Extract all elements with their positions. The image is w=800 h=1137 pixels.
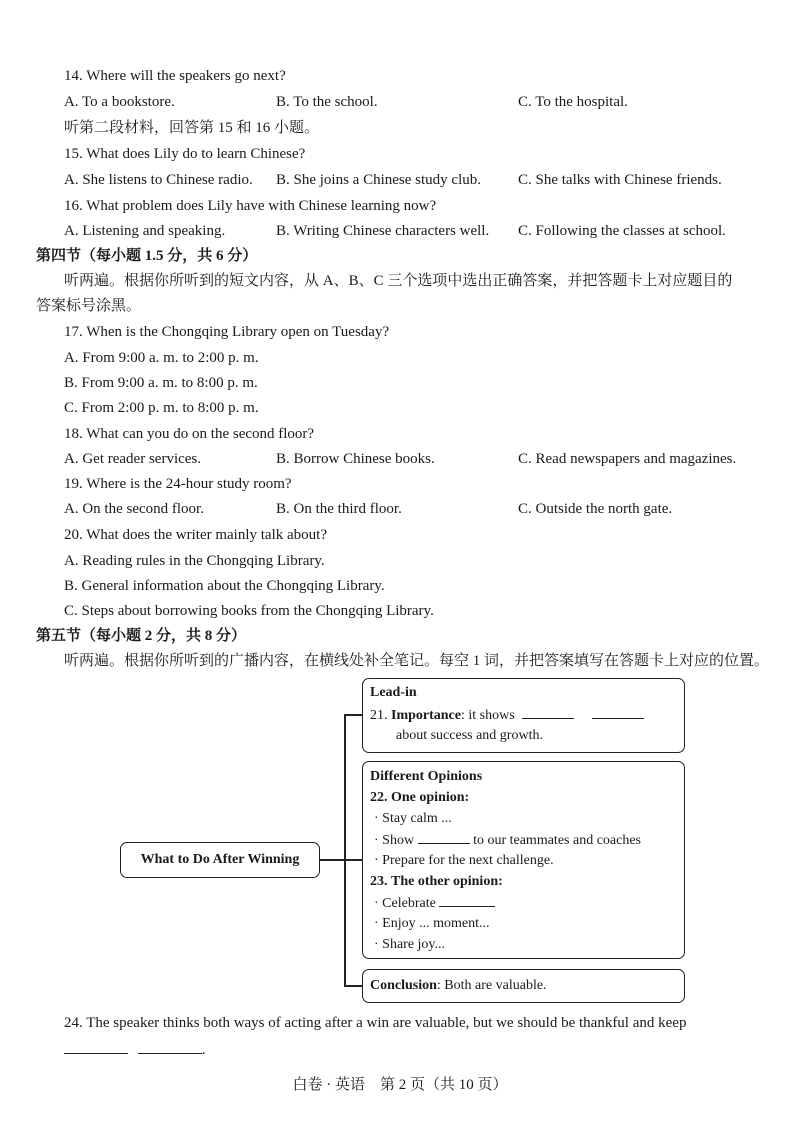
q16-stem: 16. What problem does Lily have with Chinese learning now? <box>64 198 437 214</box>
q16-option-c: C. Following the classes at school. <box>518 223 726 239</box>
page-footer: 白卷 · 英语 第 2 页（共 10 页） <box>292 1077 508 1093</box>
opinions-box <box>362 761 685 959</box>
q24-period: . <box>201 1042 206 1058</box>
celebrate-text: · Celebrate <box>374 896 436 911</box>
opinion-other-item <box>374 894 495 913</box>
q20-option-b: B. General information about the Chongqing Library. <box>64 578 385 594</box>
item-number: 21. <box>370 708 388 723</box>
q14-option-a: A. To a bookstore. <box>64 94 175 110</box>
leadin-item-21-cont: about success and growth. <box>396 728 543 743</box>
opinion-one-item: · Prepare for the next challenge. <box>374 853 554 868</box>
opinion-one-label: One opinion: <box>391 790 470 805</box>
q24-blanks <box>64 1040 206 1060</box>
q17-option-b: B. From 9:00 a. m. to 8:00 p. m. <box>64 375 258 391</box>
q15-stem: 15. What does Lily do to learn Chinese? <box>64 146 306 162</box>
item-number: 23. <box>370 874 388 889</box>
q20-option-c: C. Steps about borrowing books from the Chongqing Library. <box>64 603 434 619</box>
opinions-title: Different Opinions <box>370 769 483 784</box>
q19-stem: 19. Where is the 24-hour study room? <box>64 476 292 492</box>
show-text-cont: to our teammates and coaches <box>473 833 641 848</box>
q16-option-a: A. Listening and speaking. <box>64 223 226 239</box>
conclusion-box <box>362 969 685 1003</box>
q19-option-b: B. On the third floor. <box>276 501 402 517</box>
conclusion-label: Conclusion <box>370 978 437 993</box>
q18-stem: 18. What can you do on the second floor? <box>64 426 315 442</box>
blank-24a <box>64 1041 128 1054</box>
conclusion-text <box>370 977 547 995</box>
importance-label: Importance <box>391 708 461 723</box>
connector-conclusion <box>344 985 362 987</box>
q18-option-a: A. Get reader services. <box>64 451 202 467</box>
q17-option-c: C. From 2:00 p. m. to 8:00 p. m. <box>64 400 259 416</box>
connector-center <box>320 859 345 861</box>
q17-stem: 17. When is the Chongqing Library open on Tuesday? <box>64 324 390 340</box>
q20-option-a: A. Reading rules in the Chongqing Library. <box>64 553 325 569</box>
q24-stem: 24. The speaker thinks both ways of acting after a win are valuable, but we should be thankful and keep <box>64 1015 687 1031</box>
blank-21a <box>522 706 574 719</box>
opinion-other-item: · Enjoy ... moment... <box>374 916 490 931</box>
opinion-other-heading <box>370 873 503 891</box>
q16-option-b: B. Writing Chinese characters well. <box>276 223 490 239</box>
leadin-title: Lead-in <box>370 685 417 700</box>
section4-instruction: 听两遍。根据你所听到的短文内容，从 A、B、C 三个选项中选出正确答案，并把答题卡上对应题目的 <box>64 273 733 289</box>
blank-21b <box>592 706 644 719</box>
section5-instruction: 听两遍。根据你所听到的广播内容，在横线处补全笔记。每空 1 词，并把答案填写在答题卡上对应的位置。 <box>64 653 770 669</box>
q14-option-b: B. To the school. <box>276 94 378 110</box>
connector-spine <box>344 714 346 986</box>
q17-option-a: A. From 9:00 a. m. to 2:00 p. m. <box>64 350 259 366</box>
item-number: 22. <box>370 790 388 805</box>
section4-title: 第四节（每小题 1.5 分，共 6 分） <box>36 248 258 264</box>
q15-option-a: A. She listens to Chinese radio. <box>64 172 253 188</box>
q19-option-a: A. On the second floor. <box>64 501 204 517</box>
section4-instruction-cont: 答案标号涂黑。 <box>36 298 142 314</box>
leadin-box <box>362 678 685 753</box>
connector-opinions <box>344 859 362 861</box>
q14-option-c: C. To the hospital. <box>518 94 628 110</box>
opinion-other-item: · Share joy... <box>374 937 446 952</box>
blank-23 <box>439 894 495 907</box>
leadin-item-21 <box>370 706 644 725</box>
q14-stem: 14. Where will the speakers go next? <box>64 68 286 84</box>
blank-22 <box>418 831 470 844</box>
opinion-one-item <box>374 831 641 850</box>
blank-24b <box>138 1041 202 1054</box>
part2-note: 听第二段材料，回答第 15 和 16 小题。 <box>64 120 320 136</box>
q18-option-b: B. Borrow Chinese books. <box>276 451 435 467</box>
q20-stem: 20. What does the writer mainly talk about? <box>64 527 327 543</box>
q19-option-c: C. Outside the north gate. <box>518 501 673 517</box>
conclusion-body: : Both are valuable. <box>436 978 547 993</box>
show-text: · Show <box>374 833 415 848</box>
opinion-one-item: · Stay calm ... <box>374 811 452 826</box>
importance-text: : it shows <box>461 708 515 723</box>
section5-title: 第五节（每小题 2 分，共 8 分） <box>36 628 247 644</box>
connector-leadin <box>344 714 362 716</box>
diagram-center-node: What to Do After Winning <box>120 842 320 878</box>
q15-option-c: C. She talks with Chinese friends. <box>518 172 722 188</box>
q18-option-c: C. Read newspapers and magazines. <box>518 451 737 467</box>
opinion-one-heading <box>370 789 469 807</box>
q15-option-b: B. She joins a Chinese study club. <box>276 172 481 188</box>
opinion-other-label: The other opinion: <box>391 874 503 889</box>
